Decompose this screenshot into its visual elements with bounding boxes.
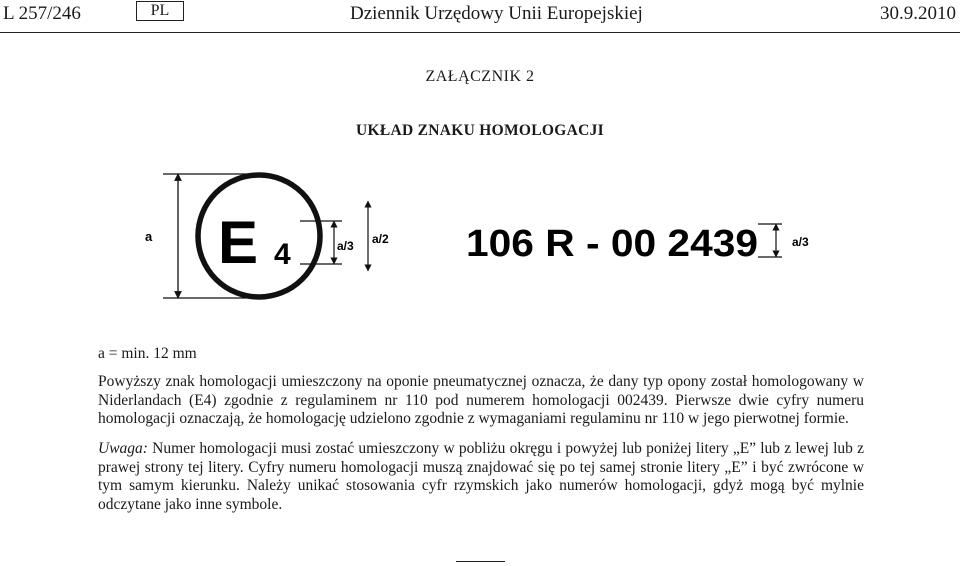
dimension-a3-right-label: a/3 [792, 235, 809, 249]
minimum-size-note: a = min. 12 mm [98, 345, 197, 362]
approval-number-text: 106 R - 00 2439 [466, 223, 758, 265]
explanation-paragraph: Powyższy znak homologacji umieszczony na oponie pneumatycznej oznacza, że dany typ opony został homologowany w Niderlandach (E4) zgodnie z regulaminem nr 110 pod numerem homologacji 002439. Pierwsze dwie cyfry numeru homologacji oznaczają, że homologację udzielono zgodnie z wymaganiami regulaminu nr 110 w jego pierwotnej formie. [98, 373, 864, 427]
note-label: Uwaga: [98, 440, 148, 457]
dimension-a3-label: a/3 [337, 239, 354, 253]
page-reference: L 257/246 [3, 3, 81, 24]
language-badge: PL [136, 1, 184, 21]
dimension-a2-label: a/2 [372, 232, 389, 246]
approval-circle [198, 175, 320, 297]
dimension-a-label: a [145, 229, 153, 244]
note-text: Numer homologacji musi zostać umieszczony w pobliżu okręgu i powyżej lub poniżej litery „E” lub z lewej lub z prawej strony tej litery. Cyfry numeru homologacji muszą znajdować się po tej samej stronie litery „E” i być zwrócone w tym samym kierunku. Należy unikać stosowania cyfr rzymskich jako numerów homologacji, gdyż mogą być mylnie odczytane jako inne symbole. [98, 440, 865, 513]
footer-divider [456, 561, 505, 562]
journal-title: Dziennik Urzędowy Unii Europejskiej [350, 3, 643, 24]
publication-date: 30.9.2010 [880, 3, 956, 24]
circle-country-number: 4 [274, 238, 291, 271]
section-title: UKŁAD ZNAKU HOMOLOGACJI [355, 122, 605, 139]
approval-mark-diagram [0, 160, 960, 310]
annex-title: ZAŁĄCZNIK 2 [425, 68, 535, 85]
circle-letter-e: E [218, 209, 259, 276]
page-header [0, 0, 960, 33]
approval-mark-figure [0, 160, 960, 310]
note-paragraph [98, 440, 864, 514]
header-divider [0, 32, 960, 33]
